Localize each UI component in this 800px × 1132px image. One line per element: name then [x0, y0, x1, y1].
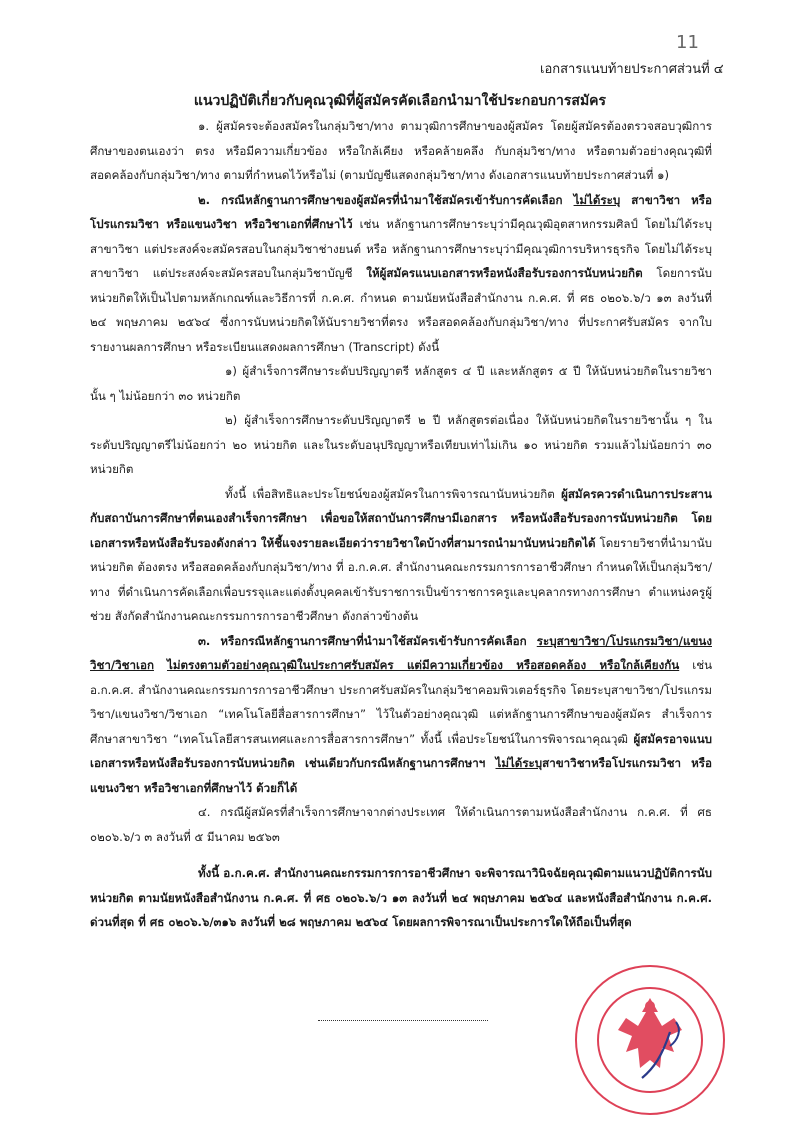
clause-3-intro: ๓. หรือกรณีหลักฐานการศึกษาที่นำมาใช้สมัครเข้ารับการคัดเลือก — [198, 633, 537, 648]
clause-3-example: เช่น อ.ก.ค.ศ. สำนักงานคณะกรรมการการอาชีวศึกษา ประกาศรับสมัครในกลุ่มวิชาคอมพิวเตอร์ธุรกิจ โดยระบุสาขาวิชา/โปรแกรมวิชา/แขนงวิชา/วิชาเอก “เทคโนโลยีสื่อสารการศึกษา” ไว้ในตัวอย่างคุณวุฒิ แต่หลักฐานการศึกษาของผู้สมัคร สำเร็จการศึกษาสาขาวิชา “เทคโนโลยีสารสนเทศและการสื่อสารการศึกษา” ทั้งนี้ เพื่อประโยชน์ในการพิจารณาคุณวุฒิ — [90, 658, 712, 746]
clause-3-not-specified: ไม่ได้ระบุ — [495, 756, 543, 770]
document-title: แนวปฏิบัติเกี่ยวกับคุณวุฒิที่ผู้สมัครคัดเลือกนำมาใช้ประกอบการสมัคร — [193, 93, 607, 109]
clause-2-note-advice: ผู้สมัครควรดำเนินการประสานกับสถาบันการศึกษาที่ตนเองสำเร็จการศึกษา เพื่อขอให้สถาบันการศึกษามีเอกสาร หรือหนังสือรับรองการนับหน่วยกิต โดยเอกสารหรือหนังสือรับรองดังกล่าว ให้ชี้แจงรายละเอียดว่ารายวิชาใดบ้างที่สามารถนำมานับหน่วยกิตได้ — [90, 486, 712, 550]
final-statement: ทั้งนี้ อ.ก.ค.ศ. สำนักงานคณะกรรมการการอาชีวศึกษา จะพิจารณาวินิจฉัยคุณวุฒิตามแนวปฏิบัติการนับหน่วยกิต ตามนัยหนังสือสำนักงาน ก.ค.ศ. ที่ ศธ ๐๒๐๖.๖/ว ๑๓ ลงวันที่ ๒๔ พฤษภาคม ๒๕๖๔ และหนังสือสำนักงาน ก.ค.ศ. ด่วนที่สุด ที่ ศธ ๐๒๐๖.๖/๓๑๖ ลงวันที่ ๒๘ พฤษภาคม ๒๕๖๔ โดยผลการพิจารณาเป็นประการใดให้ถือเป็นที่สุด — [90, 866, 712, 929]
clause-1: ๑. ผู้สมัครจะต้องสมัครในกลุ่มวิชา/ทาง ตามวุฒิการศึกษาของผู้สมัคร โดยผู้สมัครต้องตรวจสอบวุฒิการศึกษาของตนเองว่า ตรง หรือมีความเกี่ยวข้อง หรือใกล้เคียง หรือคล้ายคลึง กับกลุ่มวิชา/ทาง หรือตามตัวอย่างคุณวุฒิที่สอดคล้องกับกลุ่มวิชา/ทาง ตามที่กำหนดไว้หรือไม่ (ตามบัญชีแสดงกลุ่มวิชา/ทาง ดังเอกสารแนบท้ายประกาศส่วนที่ ๑) — [90, 119, 712, 182]
clause-2-fields: สาขาวิชา หรือโปรแกรมวิชา หรือแขนงวิชา หรือวิชาเอกที่ศึกษาไว้ — [90, 192, 712, 231]
clause-3-mismatch: ไม่ตรงตามตัวอย่างคุณวุฒิในประกาศรับสมัคร แต่มีความเกี่ยวข้อง หรือสอดคล้อง หรือใกล้เคียงกัน — [166, 658, 680, 672]
header-note: เอกสารแนบท้ายประกาศส่วนที่ ๔ — [540, 62, 724, 77]
clause-2-attach-instruction: ให้ผู้สมัครแนบเอกสารหรือหนังสือรับรองการนับหน่วยกิต — [366, 266, 643, 280]
clause-2-rules: โดยการนับหน่วยกิตให้เป็นไปตามหลักเกณฑ์และวิธีการที่ ก.ค.ศ. กำหนด ตามนัยหนังสือสำนักงาน ก.ค.ศ. ที่ ศธ ๐๒๐๖.๖/ว ๑๓ ลงวันที่ ๒๔ พฤษภาคม ๒๕๖๔ ซึ่งการนับหน่วยกิตให้นับรายวิชาที่ตรง หรือสอดคล้องกับกลุ่มวิชา/ทาง ที่ประกาศรับสมัคร จากใบรายงานผลการศึกษา หรือระเบียนแสดงผลการศึกษา (Transcript) ดังนี้ — [90, 266, 712, 354]
clause-2-note-intro: ทั้งนี้ เพื่อสิทธิและประโยชน์ของผู้สมัครในการพิจารณานับหน่วยกิต — [225, 486, 562, 501]
page-number: 11 — [676, 32, 699, 53]
clause-2-item-2: ๒) ผู้สำเร็จการศึกษาระดับปริญญาตรี ๒ ปี หลักสูตรต่อเนื่อง ให้นับหน่วยกิตในรายวิชานั้น ๆ ในระดับปริญญาตรีไม่น้อยกว่า ๒๐ หน่วยกิต และในระดับอนุปริญญาหรือเทียบเท่าไม่เกิน ๑๐ หน่วยกิต รวมแล้วไม่น้อยกว่า ๓๐ หน่วยกิต — [90, 413, 712, 476]
clause-2-intro: ๒. กรณีหลักฐานการศึกษาของผู้สมัครที่นำมาใช้สมัครเข้ารับการคัดเลือก — [198, 192, 574, 207]
clause-2-note-detail: โดยรายวิชาที่นำมานับหน่วยกิต ต้องตรง หรือสอดคล้องกับกลุ่มวิชา/ทาง ที่ อ.ก.ค.ศ. สำนักงานคณะกรรมการการอาชีวศึกษา กำหนดให้เป็นกลุ่มวิชา/ทาง ที่ดำเนินการคัดเลือกเพื่อบรรจุและแต่งตั้งบุคคลเข้ารับราชการเป็นข้าราชการครูและบุคลากรทางการศึกษา ตำแหน่งครูผู้ช่วย สังกัดสำนักงานคณะกรรมการการอาชีวศึกษา ดังกล่าวข้างต้น — [90, 535, 712, 623]
clause-3-specified: ระบุสาขาวิชา/โปรแกรมวิชา/แขนงวิชา/วิชาเอก — [90, 633, 712, 672]
clause-4: ๔. กรณีผู้สมัครที่สำเร็จการศึกษาจากต่างประเทศ ให้ดำเนินการตามหนังสือสำนักงาน ก.ค.ศ. ที่ ศธ ๐๒๐๖.๖/ว ๓ ลงวันที่ ๕ มีนาคม ๒๕๖๓ — [90, 805, 712, 844]
clause-3-attach-option: ผู้สมัครอาจแนบเอกสารหรือหนังสือรับรองการนับหน่วยกิต เช่นเดียวกับกรณีหลักฐานการศึกษาฯ — [90, 731, 712, 770]
document-body — [90, 114, 712, 935]
clause-3 — [90, 629, 712, 801]
clause-2-not-specified: ไม่ได้ระบุ — [573, 192, 621, 207]
garuda-seal-icon — [570, 960, 730, 1120]
clause-2 — [90, 188, 712, 360]
clause-3-space — [154, 658, 167, 672]
dotted-divider — [318, 1020, 488, 1021]
clause-3-fields: สาขาวิชาหรือโปรแกรมวิชา หรือแขนงวิชา หรือวิชาเอกที่ศึกษาไว้ ด้วยก็ได้ — [90, 756, 712, 795]
clause-2-example: เช่น หลักฐานการศึกษาระบุว่ามีคุณวุฒิอุตสาหกรรมศิลป์ โดยไม่ได้ระบุสาขาวิชา แต่ประสงค์จะสมัครสอบในกลุ่มวิชาช่างยนต์ หรือ หลักฐานการศึกษาระบุว่ามีคุณวุฒิการบริหารธุรกิจ โดยไม่ได้ระบุสาขาวิชา แต่ประสงค์จะสมัครสอบในกลุ่มวิชาบัญชี — [90, 217, 712, 280]
clause-2-note — [90, 482, 712, 629]
clause-2-item-1: ๑) ผู้สำเร็จการศึกษาระดับปริญญาตรี หลักสูตร ๔ ปี และหลักสูตร ๕ ปี ให้นับหน่วยกิตในรายวิชานั้น ๆ ไม่น้อยกว่า ๓๐ หน่วยกิต — [90, 364, 712, 403]
